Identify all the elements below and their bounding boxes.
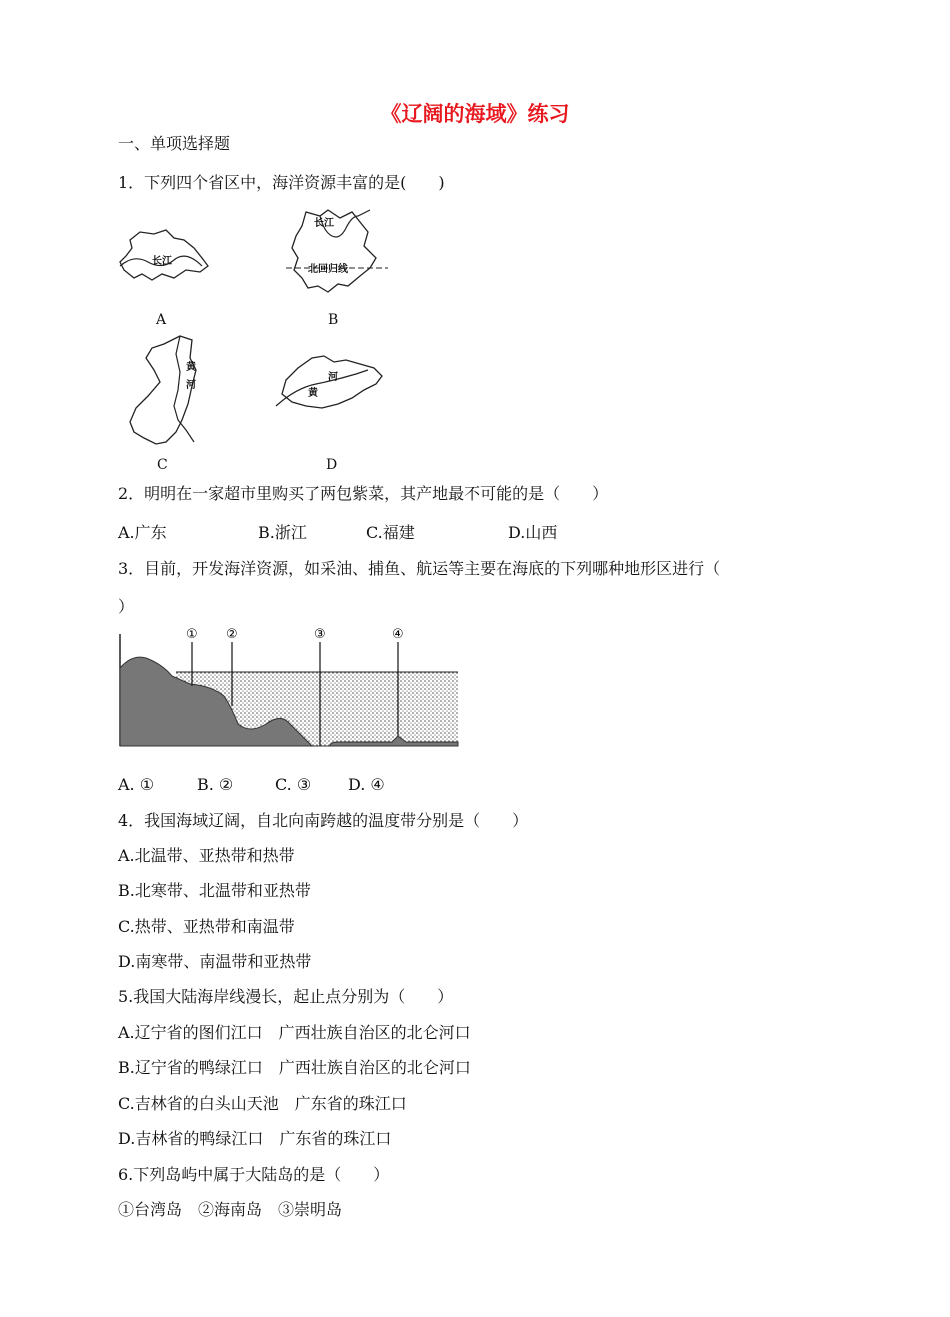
question-5-option-b: B.辽宁省的鸭绿江口 广西壮族自治区的北仑河口 [118,1058,471,1077]
seabed-profile-diagram [116,624,464,750]
question-2-stem: 2．明明在一家超市里购买了两包紫菜，其产地最不可能的是（ ） [118,484,609,503]
question-4-option-a: A.北温带、亚热带和热带 [118,846,295,865]
map-c-label: C [157,457,168,473]
question-2-option-b: B.浙江 [258,523,307,542]
marker-3: ③ [314,627,326,642]
section-heading: 一、单项选择题 [118,134,231,153]
question-3-stem-end: ） [118,597,135,616]
map-b-outline [284,206,394,298]
question-6-stem: 6.下列岛屿中属于大陆岛的是（ ） [118,1165,390,1184]
question-3-option-a: A. ① [118,775,155,794]
map-a-river-label: 长江 [152,256,172,267]
question-3-stem: 3．目前，开发海洋资源，如采油、捕鱼、航运等主要在海底的下列哪种地形区进行（ [118,559,721,578]
question-4-stem: 4．我国海域辽阔，自北向南跨越的温度带分别是（ ） [118,811,529,830]
map-b-river-label: 长江 [314,218,334,229]
question-3-option-d: D. ④ [348,775,385,794]
question-4-option-d: D.南寒带、南温带和亚热带 [118,952,312,971]
marker-2: ② [226,627,238,642]
question-2-option-c: C.福建 [366,523,415,542]
map-a-label: A [156,312,167,328]
map-d-label: D [326,457,338,473]
question-4-option-c: C.热带、亚热带和南温带 [118,917,295,936]
map-d-river-label-2: 黄 [308,388,318,399]
question-5-stem: 5.我国大陆海岸线漫长，起止点分别为（ ） [118,987,454,1006]
question-3-option-b: B. ② [197,775,234,794]
question-6-items: ①台湾岛 ②海南岛 ③崇明岛 [118,1200,343,1219]
question-5-option-d: D.吉林省的鸭绿江口 广东省的珠江口 [118,1129,392,1148]
map-c-river-label-1: 黄 [186,362,196,373]
map-d-river-label-1: 河 [328,372,338,383]
map-b-line-label: 北回归线 [308,264,348,275]
question-2-option-d: D.山西 [508,523,558,542]
question-1-stem: 1．下列四个省区中，海洋资源丰富的是( ) [118,173,445,192]
map-d-outline [272,350,388,412]
map-b-label: B [328,312,339,328]
map-a-outline [112,218,212,288]
map-c-outline [120,334,210,450]
marker-4: ④ [392,627,404,642]
question-5-option-a: A.辽宁省的图们江口 广西壮族自治区的北仑河口 [118,1023,471,1042]
page-title: 《辽阔的海域》练习 [380,102,570,126]
question-3-option-c: C. ③ [275,775,312,794]
map-c-river-label-2: 河 [186,380,196,391]
question-2-option-a: A.广东 [118,523,167,542]
question-4-option-b: B.北寒带、北温带和亚热带 [118,881,311,900]
question-5-option-c: C.吉林省的白头山天池 广东省的珠江口 [118,1094,407,1113]
marker-1: ① [186,627,198,642]
